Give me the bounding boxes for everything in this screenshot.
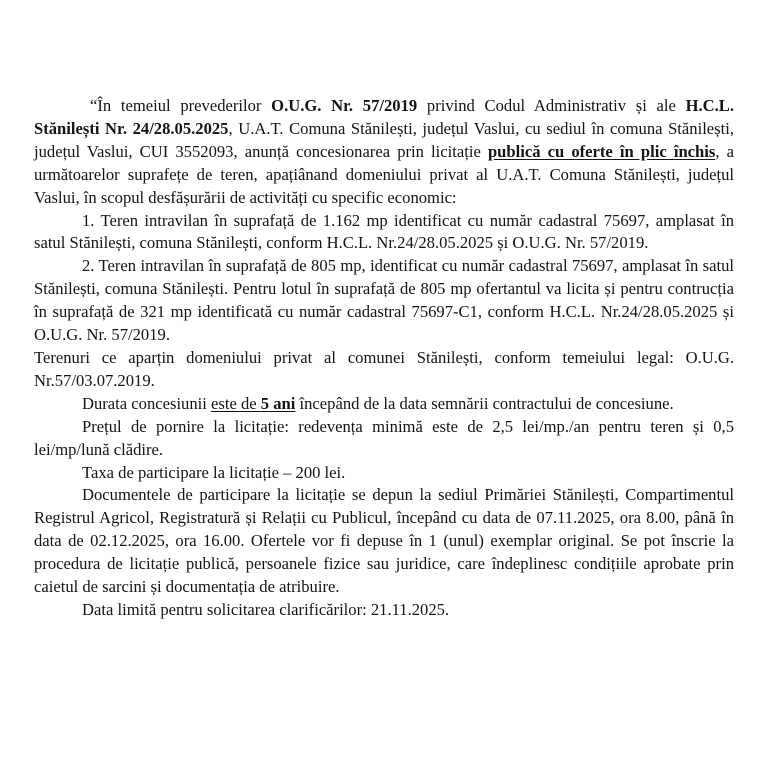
- intro-hcl-reference: H.C.L. Stănilești Nr. 24/28.05.2025: [34, 96, 735, 138]
- intro-oug-reference: O.U.G. Nr. 57/2019: [271, 96, 418, 115]
- item-2-paragraph: 2. Teren intravilan în suprafață de 805 mp, identificat cu număr cadastral 75697, amplasat în satul Stănilești, comuna Stănilești. Pentru lotul în suprafață de 805 mp ofertantul va licita și pentru contrucția în suprafață de 321 mp identificată cu număr cadastral 75697-C1, conform H.C.L. Nr.24/28.05.2025 și O.U.G. Nr. 57/2019.: [34, 256, 734, 345]
- intro-text-2: privind Codul Administrativ și ale: [417, 96, 686, 115]
- taxa-paragraph: Taxa de participare la licitație – 200 lei.: [82, 462, 346, 482]
- pret-paragraph: Prețul de pornire la licitație: redevența minimă este de 2,5 lei/mp./an pentru teren și 0,5 lei/mp/lună clădire.: [34, 416, 734, 459]
- intro-text-1: “În temeiul prevederilor: [90, 96, 272, 115]
- item-1-paragraph: 1. Teren intravilan în suprafață de 1.162 mp identificat cu număr cadastral 75697, amplasat în satul Stănilești, comuna Stănilești, conform H.C.L. Nr.24/28.05.2025 și O.U.G. Nr. 57/2019.: [34, 210, 734, 253]
- durata-text-1: Durata concesiunii: [82, 393, 212, 413]
- announcement-text: [34, 95, 734, 622]
- durata-years: 5 ani: [260, 393, 296, 413]
- data-limita-paragraph: Data limită pentru solicitarea clarificărilor: 21.11.2025.: [82, 599, 450, 619]
- terenuri-paragraph: Terenuri ce aparțin domeniului privat al comunei Stănilești, conform temeiului legal: O.U.G. Nr.57/03.07.2019.: [34, 347, 734, 390]
- durata-text-2: începând de la data semnării contractului de concesiune.: [295, 393, 674, 413]
- documente-paragraph: Documentele de participare la licitație se depun la sediul Primăriei Stănilești, Compartimentul Registrul Agricol, Registratură și Relații cu Publicul, începând cu data de 07.11.2025, ora 8.00, până în data de 02.12.2025, ora 16.00. Ofertele vor fi depuse în 1 (unul) exemplar original. Se pot înscrie la procedura de licitație publică, persoanele fizice sau juridice, care îndeplinesc condițiile aprobate prin caietul de sarcini și documentația de atribuire.: [34, 485, 734, 597]
- durata-paragraph: [34, 393, 734, 416]
- durata-underlined: [211, 394, 295, 413]
- durata-text-u: este de: [211, 393, 261, 413]
- intro-text-4: , a următoarelor suprafețe de teren, apațiânand domeniului privat al U.A.T. Comuna Stănilești, județul Vaslui, în scopul desfășurării de activități cu specific economic:: [34, 141, 734, 207]
- intro-paragraph: [34, 95, 734, 210]
- intro-text-3: , U.A.T. Comuna Stănilești, județul Vaslui, cu sediul în comuna Stănilești, județul Vaslui, CUI 3552093, anunță concesionarea prin licitație: [34, 118, 734, 161]
- intro-auction-type: publică cu oferte în plic închis: [487, 141, 716, 161]
